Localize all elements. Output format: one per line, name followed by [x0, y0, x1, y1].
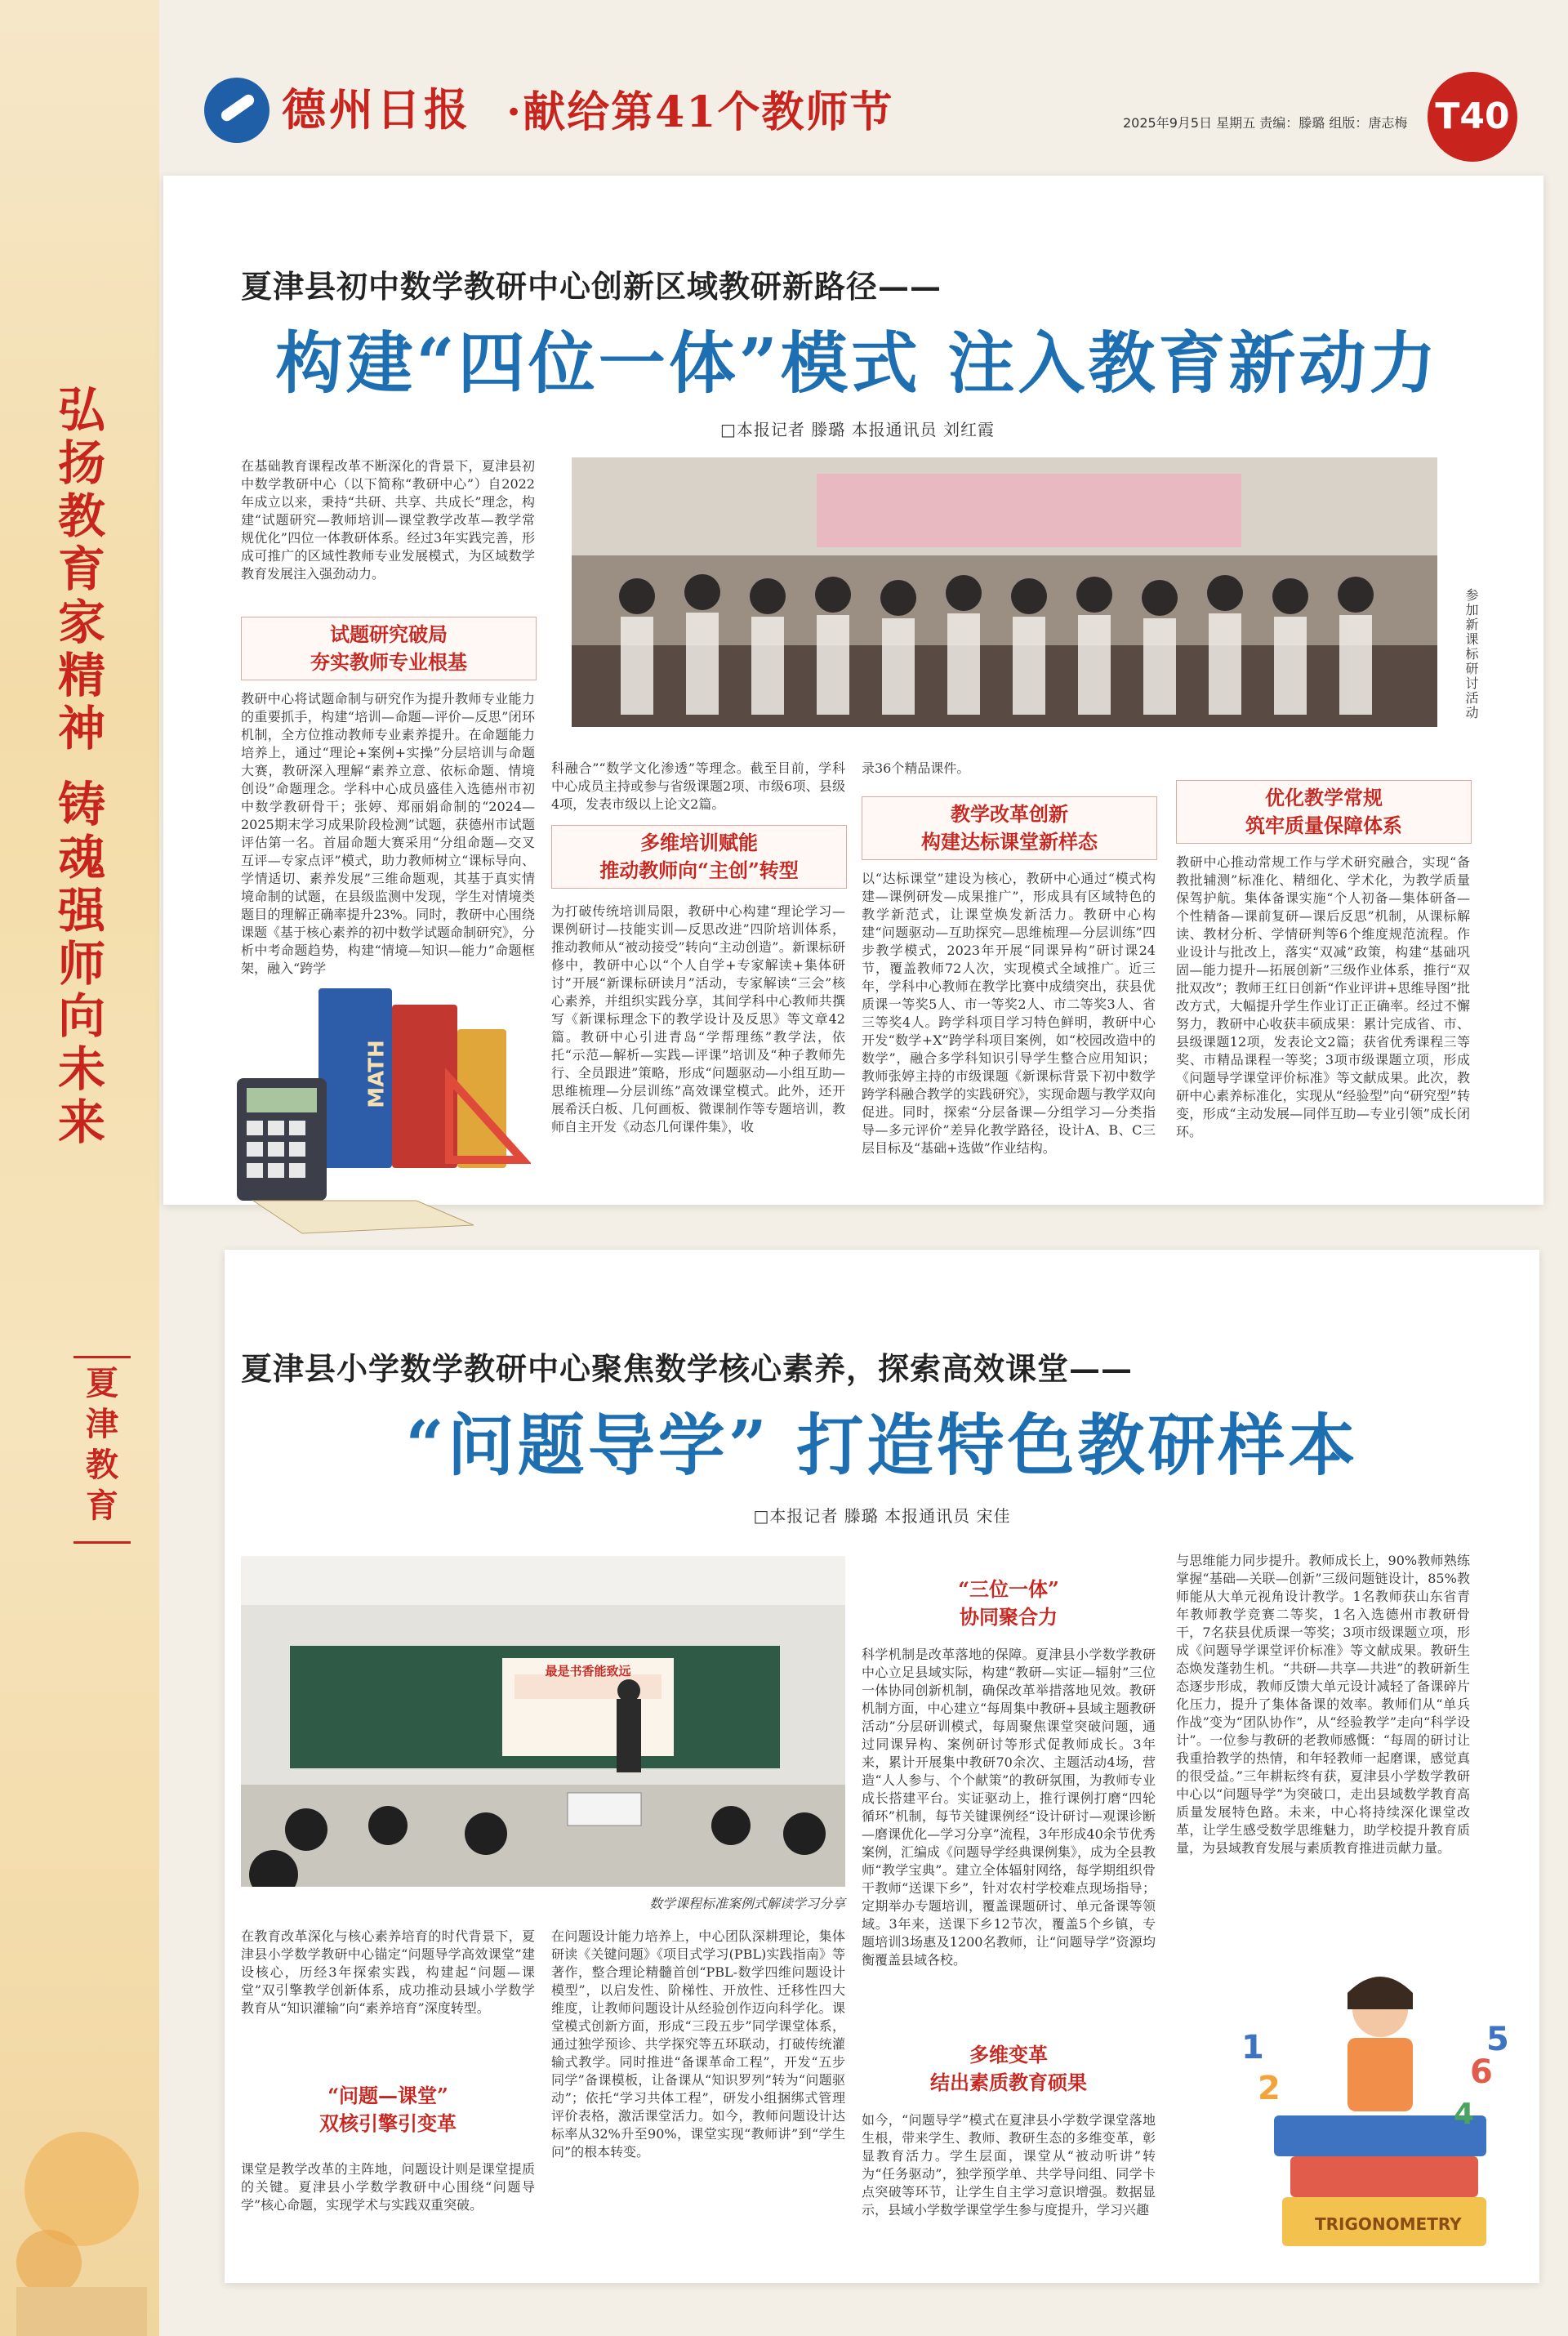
article2-byline: □本报记者 滕璐 本报通讯员 宋佳 — [753, 1506, 1011, 1526]
digit: 2 — [1258, 2070, 1281, 2107]
article1-col1: 教研中心将试题命制与研究作为提升教师专业能力的重要抓手，构建“培训—命题—评价—反思”闭环机制，全方位推动教师专业素养提升。在命题能力培养上，通过“理论+案例+实操”分层培训与命题大赛，教研深入理解“素养立意、依标命题、情境创设”命题理念。学科中心成员盛佳入选德州市初中数学教研骨干；张婷、郑丽娟命制的“2024—2025期末学习成果阶段检测”试题，获德州市试题评估第一名。首届命题大赛采用“分组命题—交叉互评—专家点评”模式，助力教师树立“课标导向、学情适切、素养发展”三维命题观，其基于真实情境命制的试题，在县级监测中发现，学生对情境类题目的理解正确率提升23%。同时，教研中心围绕课题《基于核心素养的初中数学试题命制研究》，分析中考命题趋势，构建“情境—知识—能力”命题框架，融入“跨学 — [241, 691, 535, 976]
article1-byline: □本报记者 滕璐 本报通讯员 刘红霞 — [720, 420, 995, 439]
article1-subhead-4 — [1176, 780, 1472, 844]
subhead-line: 多维变革 — [969, 2043, 1048, 2066]
subhead-line: “三位一体” — [958, 1577, 1059, 1601]
subhead-line: 教学改革创新 — [951, 802, 1068, 826]
article1-col3b: 以“达标课堂”建设为核心，教研中心通过“模式构建—课例研发—成果推广”，形成具有区域特色的教学新范式，让课堂焕发新活力。教研中心构建“问题驱动—互助探究—思维梳理—分层训练”四步教学模式，2023年开展“同课异构”研讨课24节，覆盖教师72人次，实现模式全域推广。近三年，学科中心教师在教学比赛中成绩突出，获县优质课一等奖5人、市一等奖2人、市二等奖3人、省三等奖4人。跨学科项目学习特色鲜明，教研中心开发“数学+X”跨学科项目案例，如“校园改造中的数学”，融合多学科知识引导学生整合应用知识；教师张婷主持的市级课题《新课标背景下初中数学跨学科融合教学的实践研究》，实现命题与教学双向促进。同时，探索“分层备课—分组学习—分类指导—多元评价”差异化教学路径，设计A、B、C三层目标及“基础+选做”作业结构。 — [862, 871, 1156, 1156]
page-banner: ·献给第41个教师节 — [506, 87, 894, 137]
subhead-line: 构建达标课堂新样态 — [921, 830, 1098, 854]
article1-col2b: 为打破传统培训局限，教研中心构建“理论学习—课例研讨—技能实训—反思改进”四阶培训体系，推动教师从“被动接受”转向“主动创造”。新课标研修中，教研中心以“个人自学+专家解读+集体研讨”开展“新课标研读月”活动，专家解读“三会”核心素养，并组织实践分享，其间学科中心教师共撰写《新课标理念下的教学设计及反思》等文章42篇。教研中心引进青岛“学帮理练”教学法，依托“示范—解析—实践—评课”培训及“种子教师先行、全员跟进”策略，形成“问题驱动—小组互助—思维梳理—分层训练”高效课堂模式。此外，还开展希沃白板、几何画板、微课制作等专题培训，教师自主开发《动态几何课件集》，收 — [551, 903, 845, 1135]
subhead-line: 推动教师向“主创”转型 — [599, 858, 799, 882]
slogan-char: 弘 — [57, 382, 105, 438]
slogan-char: 师 — [57, 935, 105, 992]
slogan-char: 魂 — [57, 829, 105, 885]
slogan-char: 精 — [57, 647, 105, 703]
article2-col4: 与思维能力同步提升。教师成长上，90%教师熟练掌握“基础—关联—创新”三级问题链设计，85%教师能从大单元视角设计教学。1名教师获山东省青年教师教学竞赛二等奖，1名入选德州市教研骨干，7名获县优质课一等奖；3项市级课题立项，形成《问题导学课堂评价标准》等文献成果。教研生态焕发蓬勃生机。“共研—共享—共进”的教研新生态逐步形成，教师反馈大单元设计减轻了备课碎片化压力，提升了集体备课的效率。教师们从“单兵作战”变为“团队协作”，从“经验教学”走向“科学设计”。一位参与教研的老教师感慨：“每周的研讨让我重拾教学的热情，和年轻教师一起磨课，感觉真的很受益。”三年耕耘终有获，夏津县小学数学教研中心以“问题导学”为突破口，走出县域数学教育高质量发展特色路。未来，中心将持续深化课堂改革，让学生感受数学思维魅力，助学校提升教育质量，为县域教育发展与素质教育推进贡献力量。 — [1176, 1553, 1470, 1856]
slogan-char: 神 — [57, 700, 105, 756]
article2-col1: 在教育改革深化与核心素养培育的时代背景下，夏津县小学数学教研中心锚定“问题导学高效课堂”建设核心，历经3年探索实践，构建起“问题—课堂”双引擎教学创新体系，成功推动县域小学数学教育从“知识灌输”向“素养培育”深度转型。 — [241, 1928, 535, 2016]
article1-title: 构建“四位一体”模式 注入教育新动力 — [275, 324, 1440, 403]
article2-title: “问题导学” 打造特色教研样本 — [405, 1407, 1359, 1485]
slogan-char: 来 — [57, 1094, 105, 1151]
article2-classroom-photo — [241, 1556, 845, 1887]
group-photo-illustration — [572, 457, 1437, 727]
newspaper-logo-icon — [204, 78, 270, 143]
article1-col2a: 科融合”“数学文化渗透”等理念。截至目前，学科中心成员主持或参与省级课题2项、市级6项、县级4项，发表市级以上论文2篇。 — [551, 760, 845, 812]
column-label-char: 育 — [86, 1487, 118, 1525]
subhead-line: 试题研究破局 — [330, 622, 448, 646]
slogan-char: 向 — [57, 988, 105, 1045]
digit: 5 — [1486, 2021, 1509, 2058]
slogan-char: 育 — [57, 541, 105, 597]
left-decor-strip — [0, 0, 159, 2336]
article2-subhead-2 — [862, 1572, 1156, 1634]
article1-subhead-1 — [241, 617, 537, 680]
subhead-line: 夯实教师专业根基 — [310, 650, 467, 674]
article1-col3a: 录36个精品课件。 — [862, 760, 970, 776]
digit: 1 — [1241, 2029, 1264, 2066]
strip-decor-illustration — [0, 2091, 159, 2336]
subhead-line: 筑牢质量保障体系 — [1245, 814, 1402, 837]
article1-subhead-3 — [862, 796, 1157, 860]
trig-book-label: TRIGONOMETRY — [1315, 2214, 1462, 2234]
digit: 4 — [1454, 2097, 1475, 2131]
subhead-line: 多维培训赋能 — [640, 831, 758, 854]
article1-group-photo — [572, 457, 1437, 727]
column-label-char: 教 — [86, 1446, 118, 1484]
math-book-label: MATH — [364, 1040, 390, 1108]
slogan-char: 家 — [57, 594, 105, 650]
page-number-badge: T40 — [1428, 72, 1517, 162]
article2-photo-caption: 数学课程标准案例式解读学习分享 — [648, 1896, 845, 1911]
article1-intro: 在基础教育课程改革不断深化的背景下，夏津县初中数学教研中心（以下简称“教研中心”）自2022年成立以来，秉持“共研、共享、共成长”理念，构建“试题研究—教师培训—课堂教学改革—教学常规优化”四位一体教研体系。经过3年实践完善，形成可推广的区域性教师专业发展模式，为区域数学教育发展注入强劲动力。 — [241, 458, 535, 582]
article2-col3: 科学机制是改革落地的保障。夏津县小学数学教研中心立足县域实际，构建“教研—实证—辐射”三位一体协同创新机制，确保改革举措落地见效。教研机制方面，中心建立“每周集中教研+县域主题教研活动”分层研训模式，每周聚焦课堂突破问题，通过同课异构、案例研讨等形式促教师成长。3年来，累计开展集中教研70余次、主题活动4场，营造“人人参与、个个献策”的教研氛围，为教师专业成长搭建平台。实证驱动上，推行课例打磨“四轮循环”机制，每节关键课例经“设计研讨—观课诊断—磨课优化—学习分享”流程，3年形成40余节优秀案例，汇编成《问题导学经典课例集》，成为全县教师“教学宝典”。建立全体辐射网络，每学期组织骨干教师“送课下乡”，针对农村学校难点现场指导；定期举办专题培训，覆盖课题研讨、单元备课等领域。3年来，送课下乡12节次，覆盖5个乡镇，专题培训3场惠及1200名教师，让“问题导学”资源均衡覆盖县域各校。 — [862, 1647, 1156, 1968]
article2-subhead-1 — [241, 2079, 535, 2141]
article2-col3b: 如今，“问题导学”模式在夏津县小学数学课堂落地生根，带来学生、教师、教研生态的多维变革，彰显教育活力。学生层面，课堂从“被动听讲”转为“任务驱动”，独学预学单、共学导问组、同学卡点突破等环节，让学生自主学习意识增强。数据显示，县域小学数学课堂学生参与度提升，学习兴趣 — [862, 2112, 1156, 2218]
subhead-line: 协同聚合力 — [960, 1605, 1058, 1629]
slogan-char: 教 — [57, 488, 105, 544]
slogan-char: 铸 — [57, 776, 105, 832]
subhead-line: 优化教学常规 — [1265, 786, 1383, 809]
slogan-char: 扬 — [57, 435, 105, 491]
slogan-char: 强 — [57, 882, 105, 938]
column-label-char: 夏 — [86, 1364, 118, 1402]
date-editor-line: 2025年9月5日 星期五 责编：滕璐 组版：唐志梅 — [1123, 115, 1408, 131]
subhead-line: 双核引擎引变革 — [319, 2111, 457, 2135]
subhead-line: 结出素质教育硕果 — [930, 2071, 1087, 2094]
digit: 6 — [1470, 2053, 1493, 2091]
article2-subhead-3 — [862, 2038, 1156, 2100]
child-reading-illustration — [1225, 1960, 1535, 2271]
slogan-char: 未 — [57, 1041, 105, 1098]
article2-col2: 在问题设计能力培养上，中心团队深耕理论，集体研读《关键问题》《项目式学习(PBL)实践指南》等著作，整合理论精髓首创“PBL-数学四维问题设计模型”，以启发性、阶梯性、开放性、迁移性四大维度，让教师问题设计从经验创作迈向科学化。课堂模式创新方面，形成“三段五步”同学课堂体系，通过独学预诊、共学探究等五环联动，打破传统灌输式教学。同时推进“备课革命工程”，开发“五步同学”备课模板，让备课从“知识罗列”转为“问题驱动”；依托“学习共体工程”，研发小组捆绑式管理评价表格，激活课堂活力。如今，教师问题设计达标率从32%升至90%，课堂实现“教师讲”到“学生问”的根本转变。 — [551, 1928, 845, 2160]
strip-slogan — [33, 384, 131, 1149]
masthead: 德州日报 — [282, 83, 471, 136]
article2-pretitle: 夏津县小学数学教研中心聚焦数学核心素养，探索高效课堂—— — [241, 1350, 1134, 1387]
article1-col4: 教研中心推动常规工作与学术研究融合，实现“备教批辅测”标准化、精细化、学术化，为教学质量保驾护航。集体备课实施“个人初备—集体研备—个性精备—课前复研—课后反思”机制，从课标解读、教材分析、学情研判等6个维度规范流程。作业设计与批改上，落实“双减”政策，构建“基础巩固—能力提升—拓展创新”三级作业体系，推行“双批双改”；教师王红日创新“作业评讲+思维导图”批改方式，大幅提升学生作业订正正确率。经过不懈努力，教研中心收获丰硕成果：累计完成省、市、县级课题12项，发表论文2篇；获省优秀课程三等奖、市精品课程一等奖；3项市级课题立项，形成《问题导学课堂评价标准》等文献成果。此次，教研中心素养标准化，实现从“经验型”向“研究型”转变，形成“主动发展—同伴互助—专业引领”成长闭环。 — [1176, 854, 1470, 1139]
article1-subhead-2 — [551, 825, 847, 889]
article1-pretitle: 夏津县初中数学教研中心创新区域教研新路径—— — [241, 268, 942, 305]
article1-photo-caption: 参加新课标研讨活动 — [1463, 588, 1479, 720]
column-label-char: 津 — [86, 1405, 118, 1443]
classroom-photo-illustration — [241, 1556, 845, 1887]
subhead-line: “问题—课堂” — [327, 2084, 448, 2107]
slide-title: 最是书香能致远 — [545, 1664, 631, 1678]
article2-col1b: 课堂是教学改革的主阵地，问题设计则是课堂提质的关键。夏津县小学数学教研中心围绕“问题导学”核心命题，实现学术与实践双重突破。 — [241, 2161, 535, 2213]
column-label — [74, 1356, 131, 1544]
